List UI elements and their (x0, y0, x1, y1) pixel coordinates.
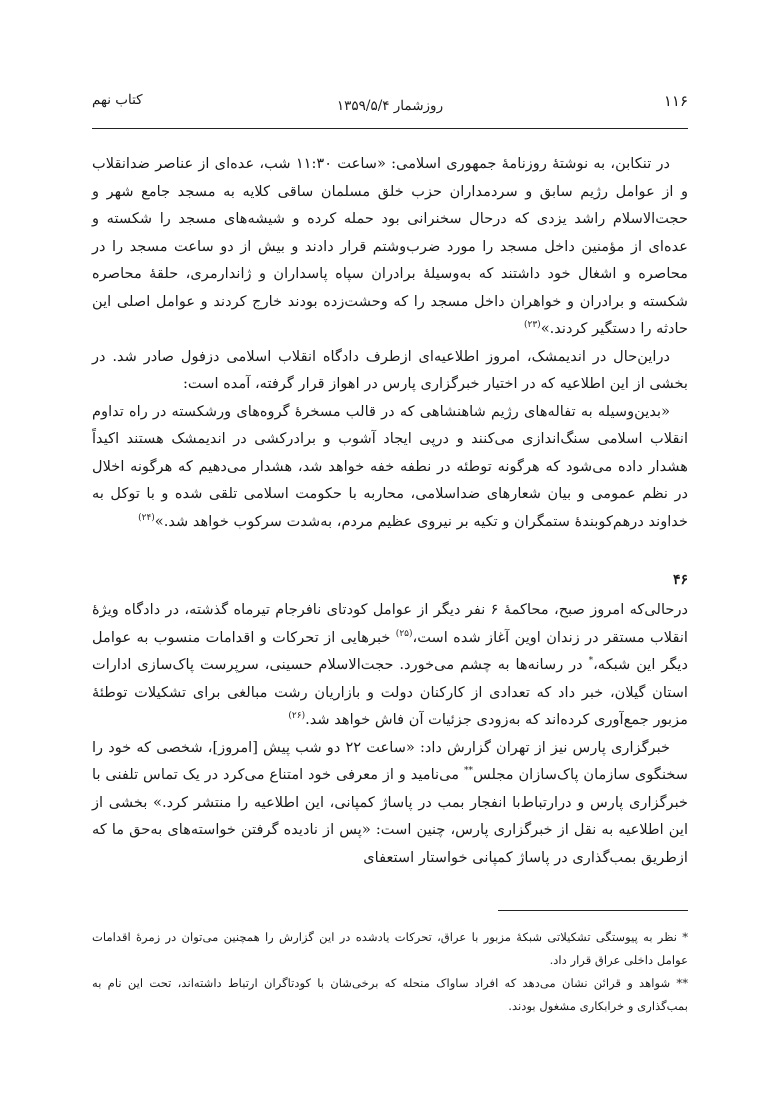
header-divider (92, 128, 688, 129)
paragraph-text: در رسانه‌ها به چشم می‌خورد. حجت‌الاسلام حسینی، سرپرست پاک‌سازی ادارات استان گیلان، خبر داد که تعدادی از کارکنان دولت و بازاریان رشت مبالغی برای تشکیلات توطئهٔ مزبور جمع‌آوری کرده‌اند که به‌زودی جزئیات آن فاش خواهد شد. (92, 656, 688, 728)
footnote-divider (498, 910, 688, 911)
endnote-ref: (۲۵) (395, 628, 413, 639)
endnote-ref: (۲۶) (288, 711, 306, 722)
paragraph-text: «بدین‌وسیله به تفاله‌های رژیم شاهنشاهی که در قالب مسخرهٔ گروه‌های ورشکسته در راه تداوم انقلاب اسلامی سنگ‌اندازی می‌کنند و درپی ایجاد آشوب و برادرکشی در اندیمشک هستند اکیداً هشدار داده می‌شود که هرگونه توطئه در نطفه خفه خواهد شد، هشدار می‌دهیم که هرگونه اخلال در نظم عمومی و بیان شعارهای ضداسلامی، محاربه با حکومت اسلامی تلقی شده و با توکل به خداوند درهم‌کوبندهٔ ستمگران و تکیه بر نیروی عظیم مردم، به‌شدت سرکوب خواهد شد.» (92, 402, 688, 530)
text-block-top (92, 150, 688, 535)
footnote-mark: * (588, 656, 594, 667)
text-block-bottom (92, 596, 688, 871)
page-number: ۱۱۶ (663, 92, 688, 110)
running-title: روزشمار ۱۳۵۹/۵/۴ (336, 98, 444, 114)
footnote: ** شواهد و قرائن نشان می‌دهد که افراد ساواک منحله که برخی‌شان با کودتاگران ارتباط داشته‌اند، تحت این نام به بمب‌گذاری و خرابکاری مشغول بودند. (92, 976, 688, 1013)
paragraph (92, 150, 688, 343)
footnote-mark: ** (463, 766, 473, 777)
paragraph-text: می‌نامید و از معرفی خود امتناع می‌کرد در یک تماس تلفنی با خبرگزاری پارس و درارتباط‌با انفجار بمب در پاساژ کمپانی، این اطلاعیه را منتشر کرد.» بخشی از این اطلاعیه به نقل از خبرگزاری پارس، چنین است: «پس از نادیده گرفتن خواسته‌های به‌حق ما که ازطریق بمب‌گذاری در پاساژ کمپانی خواستار استعفای (92, 766, 688, 866)
footnote: * نظر به پیوستگی تشکیلاتی شبکهٔ مزبور با عراق، تحرکات یادشده در این گزارش را همچنین می‌توان در زمرهٔ اقدامات عوامل داخلی عراق قرار داد. (92, 930, 688, 967)
page-header (92, 92, 688, 122)
endnote-ref: (۲۳) (523, 320, 541, 331)
endnote-ref: (۲۴) (138, 512, 155, 523)
paragraph (92, 596, 688, 734)
paragraph (92, 343, 688, 398)
paragraph-text: در تنکابن، به نوشتهٔ روزنامهٔ جمهوری اسلامی: «ساعت ۱۱:۳۰ شب، عده‌ای از عناصر ضدانقلاب و از عوامل رژیم سابق و سردمداران حزب خلق مسلمان ساقی کلایه به مسجد جامع شهر و حجت‌الاسلام راشد یزدی که درحال سخنرانی بود حمله کرده و شیشه‌های مسجد را شکسته و عده‌ای از مؤمنین داخل مسجد را مورد ضرب‌وشتم قرار دادند و بیش از دو ساعت مسجد را در محاصره و اشغال خود داشتند که به‌وسیلهٔ برادران سپاه پاسداران و ژاندارمری، حلقهٔ محاصره شکسته و برادران و خواهران داخل مسجد را که وحشت‌زده بودند خارج کردند و عوامل اصلی این حادثه را دستگیر کردند.» (92, 155, 688, 337)
paragraph (92, 734, 688, 872)
paragraph-text: درحالی‌که امروز صبح، محاکمهٔ ۶ نفر دیگر از عوامل کودتای نافرجام تیرماه گذشته، در دادگاه ویژهٔ انقلاب مستقر در زندان اوین آغاز شده است، (92, 601, 689, 646)
book-title: کتاب نهم (92, 92, 143, 108)
section-number: ۴۶ (672, 572, 688, 588)
paragraph (92, 398, 688, 536)
paragraph-text: خبرهایی از تحرکات و اقدامات منسوب به عوامل دیگر این شبکه، (92, 628, 688, 673)
paragraph-text: دراین‌حال در اندیمشک، امروز اطلاعیه‌ای ازطرف دادگاه انقلاب اسلامی دزفول صادر شد. در بخشی از این اطلاعیه که در اختیار خبرگزاری پارس در اهواز قرار گرفته، آمده است: (92, 347, 688, 392)
paragraph-text: خبرگزاری پارس نیز از تهران گزارش داد: «ساعت ۲۲ دو شب پیش [امروز]، شخصی که خود را سخنگوی سازمان پاک‌سازان مجلس (92, 738, 689, 783)
footnotes (92, 926, 688, 1018)
